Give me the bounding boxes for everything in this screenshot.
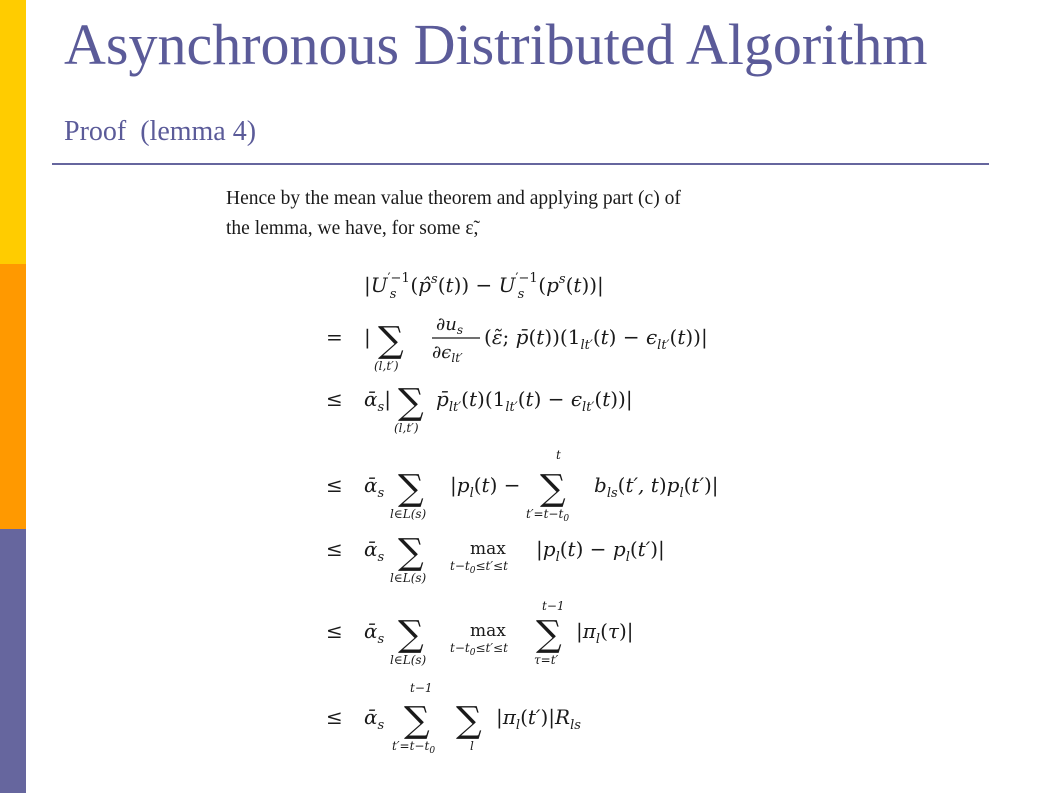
relation-3: ≤ — [326, 473, 343, 497]
equation-line-2 — [326, 382, 633, 435]
svg-text:l∈L(s): l∈L(s) — [390, 571, 427, 585]
equation-line-3 — [326, 448, 719, 524]
svg-text:t−1: t−1 — [542, 599, 565, 613]
svg-text:t: t — [556, 448, 561, 462]
svg-text:∑: ∑ — [536, 614, 562, 655]
svg-text:p̄lt′(t)(1lt′(t) − ϵlt′(t))|: $p̄_{lt'}(t)(1_{lt'}(t) - \epsilon_{lt'}(t))|$ — [436, 387, 633, 415]
sidebar-orange-segment — [0, 264, 26, 529]
svg-text:|πl(τ)|: $|\pi_l(\tau)|$ — [576, 619, 634, 647]
equation-line-4 — [326, 532, 665, 585]
svg-text:(ε̃; p̄(t))(1lt′(t) − ϵlt′(t)): (ε̃; $p̄(t))(1_{lt'}(t) - \epsilon_{lt'}(t))|$ — [484, 325, 708, 353]
svg-text:l∈L(s): l∈L(s) — [390, 653, 427, 667]
relation-6: ≤ — [326, 705, 343, 729]
svg-text:t−t0≤t′≤t: $t-t_0\le t'\le t$ — [450, 641, 508, 658]
svg-text:∑: ∑ — [456, 700, 482, 741]
proof-equation — [318, 256, 878, 776]
svg-text:∑: ∑ — [398, 382, 424, 423]
proof-intro — [226, 184, 846, 244]
svg-text:ᾱs: ᾱ$_s$ — [364, 619, 385, 647]
equation-line-0 — [364, 271, 604, 302]
equation-line-6 — [326, 681, 581, 756]
svg-text:|: | — [364, 325, 371, 349]
sidebar-yellow-segment — [0, 0, 26, 264]
svg-text:max: max — [470, 539, 506, 559]
svg-text:∑: ∑ — [398, 468, 424, 509]
svg-text:|pl(t) −: $|p_l(t)$ − — [450, 473, 521, 501]
slide-subtitle: Proof (lemma 4) — [64, 116, 257, 147]
svg-text:t−1: t−1 — [410, 681, 433, 695]
svg-text:∑: ∑ — [540, 468, 566, 509]
title-divider — [52, 163, 989, 165]
svg-text:l: l — [470, 739, 474, 753]
svg-text:∑: ∑ — [398, 614, 424, 655]
relation-1: = — [326, 325, 343, 349]
svg-text:τ=t′: τ=t′ — [534, 653, 559, 667]
proof-intro-line-1: Hence by the mean value theorem and applying part (c) of — [226, 188, 681, 209]
svg-text:|πl(t′)|Rls: $|\pi_l(t')|R_{ls}$ — [496, 705, 581, 733]
slide-title: Asynchronous Distributed Algorithm — [64, 12, 928, 77]
svg-text:ᾱs|: ᾱ$_s$| — [364, 387, 391, 415]
equation-line-1 — [326, 314, 708, 373]
relation-4: ≤ — [326, 537, 343, 561]
svg-text:(l,t′): (l,t′) — [374, 359, 399, 373]
svg-text:max: max — [470, 621, 506, 641]
svg-text:(l,t′): (l,t′) — [394, 421, 419, 435]
proof-intro-line-2: the lemma, we have, for some ε̃, — [226, 218, 479, 239]
svg-text:∑: ∑ — [404, 700, 430, 741]
svg-text:ᾱs: ᾱ$_s$ — [364, 537, 385, 565]
svg-text:t−t0≤t′≤t: $t-t_0\le t'\le t$ — [450, 559, 508, 576]
relation-5: ≤ — [326, 619, 343, 643]
svg-text:|U′−1s(p̂s(t)) − U′−1s(ps(t))|: $|U^{'-1}$ s (p̂$^s$(t)) − $U^{'-1}$ s $(p^s(t))|$ — [364, 271, 604, 302]
svg-text:t′=t−t0: $t'=t-t_0$ — [392, 739, 436, 756]
equation-line-5 — [326, 599, 634, 667]
svg-text:t′=t−t0: $t'=t-t_0$ — [526, 507, 570, 524]
svg-text:bls(t′, t)pl(t′)|: $b_{ls}(t'$, $t)p_l(t')|$ — [594, 473, 719, 501]
svg-text:ᾱs: ᾱ$_s$ — [364, 473, 385, 501]
svg-text:∑: ∑ — [398, 532, 424, 573]
svg-text:|pl(t) − pl(t′)|: $|p_l(t) - p_l(t')|$ — [536, 537, 665, 565]
sidebar-slate-segment — [0, 529, 26, 793]
svg-text:l∈L(s): l∈L(s) — [390, 507, 427, 521]
svg-text:∂ϵlt′: $\partial\epsilon_{lt'}$ — [432, 342, 463, 365]
relation-2: ≤ — [326, 387, 343, 411]
svg-text:∑: ∑ — [378, 320, 404, 361]
svg-text:∂us: $\partial u_s$ — [436, 314, 464, 337]
svg-text:ᾱs: ᾱ$_s$ — [364, 705, 385, 733]
